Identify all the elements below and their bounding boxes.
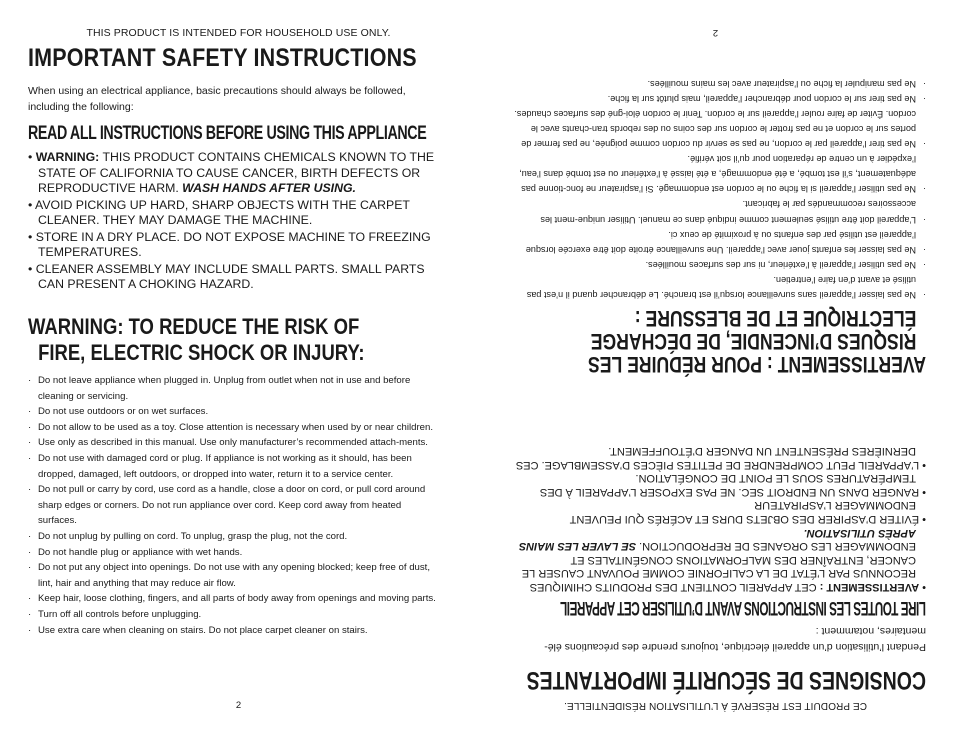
page-title: IMPORTANT SAFETY INSTRUCTIONS: [28, 44, 417, 72]
bullet-small-parts: • CLEANER ASSEMBLY MAY INCLUDE SMALL PARTS. SMALL PARTS CAN PRESENT A CHOKING HAZARD.: [28, 261, 425, 291]
warning-bullets: [28, 150, 448, 294]
list-item: · L’appareil doit être utilisé seulement comme indiqué dans ce manuel. Utiliser unique-ment les accessoires recommandés par le fabricant.: [512, 196, 926, 226]
bullet-chemicals-warning: • WARNING: THIS PRODUCT CONTAINS CHEMICALS KNOWN TO THE STATE OF CALIFORNIA TO CAUSE CANCER, BIRTH DEFECTS OR REPRODUCTIVE HARM. WASH HANDS AFTER USING.: [28, 150, 435, 195]
list-item: · Ne pas laisser l’appareil sans surveillance lorsqu’il est branché. Le débrancher quand il n’est pas utilisé et avant d’en faire l’entretien.: [512, 272, 926, 302]
french-risk-warning-line-3: ÉLECTRIQUE ET DE BLESSURE :: [634, 306, 917, 331]
warning-text-fr: CET APPAREIL CONTIENT DES PRODUITS CHIMIQUES RECONNUS PAR L’ÉTAT DE LA CALIFORNIE COMME POUVANT CAUSER LE CANCER, ENTRAÎNER DES MALFORMATIONS CONGÉNITALES ET ENDOMMAGER LES ORGANES DE REPRODUCTION.: [521, 540, 916, 593]
intro-text: When using an electrical appliance, basic precautions should always be followed, including the following:: [28, 85, 406, 113]
french-risk-warning-line-1: AVERTISSEMENT : POUR RÉDUIRE LES: [587, 352, 926, 377]
warning-label: WARNING:: [35, 150, 100, 164]
list-item: · Turn off all controls before unplugging.: [28, 607, 440, 623]
list-item: · Do not allow to be used as a toy. Close attention is necessary when used by or near children.: [28, 420, 440, 436]
french-intro-text: Pendant l’utilisation d’un appareil électrique, toujours prendre des précautions élé-mentaires, notamment :: [544, 625, 926, 653]
wash-hands-text: WASH HANDS AFTER USING.: [182, 181, 356, 195]
bullet-sharp-objects: • AVOID PICKING UP HARD, SHARP OBJECTS WITH THE CARPET CLEANER. THEY MAY DAMAGE THE MACHINE.: [28, 197, 410, 227]
list-item: · Do not pull or carry by cord, use cord as a handle, close a door on cord, or pull cord around sharp edges or corners. Do not run appliance over cord. Keep cord away from heated surfaces.: [28, 482, 440, 529]
page-number: 2: [235, 700, 242, 711]
list-item: · Keep hair, loose clothing, fingers, and all parts of body away from openings and moving parts.: [28, 591, 440, 607]
french-safety-instructions-list: [512, 76, 926, 302]
french-read-instructions-heading: LIRE TOUTES LES INSTRUCTIONS AVANT D’UTILISER CET APPAREIL: [560, 597, 926, 618]
french-risk-warning-line-2: RISQUES D’INCENDIE, DE DÉCHARGE: [590, 329, 917, 354]
list-item: · Ne pas utiliser l’appareil à l’extérieur, ni sur des surfaces mouillées.: [512, 257, 926, 272]
list-item: · Ne pas utiliser l’appareil si la fiche ou le cordon est endommagé. Si l’aspirateur ne fonc-tionne pas adéquatement, s’il est tombé, a été endommagé, a été laissé à l’extérieur ou est tombé dans l’eau, l’expédier à un centre de réparation pour qu’il soit vérifié.: [512, 151, 926, 196]
warning-text: THIS PRODUCT CONTAINS CHEMICALS KNOWN TO THE STATE OF CALIFORNIA TO CAUSE CANCER, BIRTH DEFECTS OR REPRODUCTIVE HARM.: [38, 150, 435, 195]
list-item: · Ne pas laisser les enfants jouer avec l’appareil. Une surveillance étroite doit être exercée lorsque l’appareil est utilisé par des enfants ou à proximité de ceux ci.: [512, 227, 926, 257]
right-page-french: [477, 0, 954, 738]
list-item: · Ne pas tirer l’appareil par le cordon, ne pas se servir du cordon comme poignée, ne pas fermer de portes sur le cordon et ne pas frotter le cordon sur des coins ou des rebords tran-chants avec le cordon. Éviter de faire rouler l’appareil sur le cordon. Tenir le cordon éloi-gné des surfaces chaudes.: [512, 106, 926, 151]
household-use-notice: THIS PRODUCT IS INTENDED FOR HOUSEHOLD USE ONLY.: [86, 27, 391, 39]
list-item: · Do not unplug by pulling on cord. To unplug, grasp the plug, not the cord.: [28, 529, 440, 545]
residential-use-notice: CE PRODUIT EST RÉSERVÉ À L’UTILISATION RÉSIDENTIELLE.: [564, 700, 867, 711]
warning-label-fr: AVERTISSEMENT :: [819, 581, 920, 593]
risk-warning-line-1: WARNING: TO REDUCE THE RISK OF: [28, 314, 360, 339]
french-risk-warning-heading: [588, 307, 926, 376]
wash-hands-text-fr: SE LAVER LES MAINS APRÈS UTILISATION.: [518, 526, 916, 553]
risk-warning-heading: [28, 314, 365, 366]
list-item: · Do not use outdoors or on wet surfaces.: [28, 404, 440, 420]
bullet-storage: • STORE IN A DRY PLACE. DO NOT EXPOSE MACHINE TO FREEZING TEMPERATURES.: [28, 229, 431, 259]
bullet-storage-fr: • RANGER DANS UN ENDROIT SEC. NE PAS EXPOSER L’APPAREIL À DES TEMPÉRATURES SOUS LE POINT DE CONGÉLATION.: [539, 472, 926, 498]
french-page-number: 2: [712, 27, 719, 38]
bullet-small-parts-fr: • L’APPAREIL PEUT COMPRENDRE DE PETITES PIÈCES D’ASSEMBLAGE. CES DERNIÈRES PRÉSENTENT UN DANGER D’ÉTOUFFEMENT.: [515, 445, 926, 471]
french-page-title: CONSIGNES DE SÉCURITÉ IMPORTANTES: [526, 666, 926, 694]
list-item: · Ne pas manipuler la fiche ou l’aspirateur avec les mains mouillées.: [512, 76, 926, 91]
list-item: · Do not put any object into openings. Do not use with any opening blocked; keep free of dust, lint, hair and anything that may reduce air flow.: [28, 560, 440, 591]
list-item: · Use extra care when cleaning on stairs. Do not place carpet cleaner on stairs.: [28, 623, 440, 639]
read-instructions-heading: READ ALL INSTRUCTIONS BEFORE USING THIS APPLIANCE: [28, 123, 427, 144]
bullet-chemicals-warning-fr: • AVERTISSEMENT : CET APPAREIL CONTIENT DES PRODUITS CHIMIQUES RECONNUS PAR L’ÉTAT DE LA CALIFORNIE COMME POUVANT CAUSER LE CANCER, ENTRAÎNER DES MALFORMATIONS CONGÉNITALES ET ENDOMMAGER LES ORGANES DE REPRODUCTION. SE LAVER LES MAINS APRÈS UTILISATION.: [518, 526, 926, 593]
list-item: · Do not use with damaged cord or plug. If appliance is not working as it should, has been dropped, damaged, left outdoors, or dropped into water, return it to a service center.: [28, 451, 440, 482]
upside-down-content: [477, 0, 954, 738]
list-item: · Do not handle plug or appliance with wet hands.: [28, 545, 440, 561]
risk-warning-line-2: FIRE, ELECTRIC SHOCK OR INJURY:: [38, 340, 365, 365]
list-item: · Do not leave appliance when plugged in. Unplug from outlet when not in use and before cleaning or servicing.: [28, 373, 440, 404]
safety-instructions-list: [28, 373, 440, 638]
bullet-sharp-objects-fr: • ÉVITER D’ASPIRER DES OBJETS DURS ET ACÉRÉS QUI PEUVENT ENDOMMAGER L’ASPIRATEUR: [569, 499, 926, 526]
french-warning-bullets: [506, 443, 926, 593]
list-item: · Ne pas tirer sur le cordon pour débrancher l’appareil, mais plutôt sur la fiche.: [512, 91, 926, 106]
list-item: · Use only as described in this manual. Use only manufacturer’s recommended attach-ments.: [28, 435, 440, 451]
